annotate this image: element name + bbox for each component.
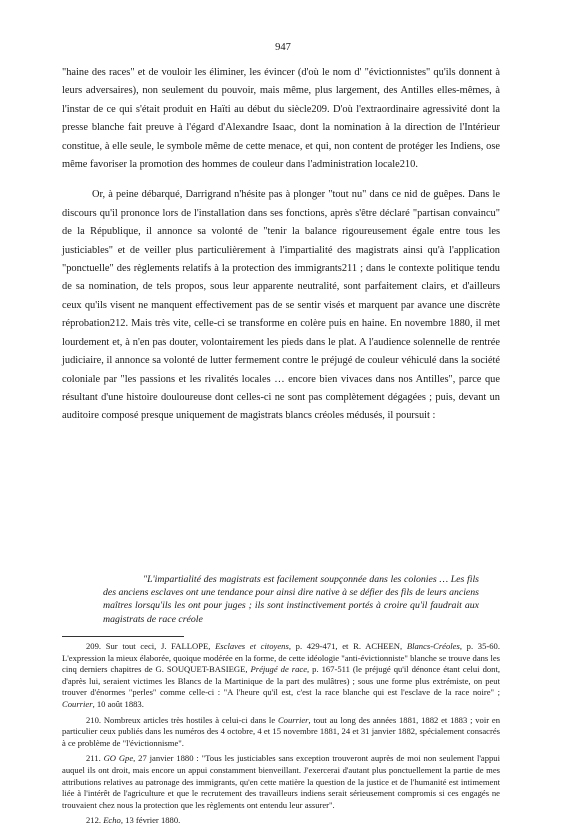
main-text (62, 64, 500, 438)
footnote-211: 211. GO Gpe, 27 janvier 1880 : "Tous les justiciables sans exception trouveront auprès de moi non seulement l'appui auquel ils ont droit, mais encore un appui constamment bienveillant. J'exercerai d'autant plus ponctuellement la partie de mes attributions relatives au patronage des immigrants, qu'en cette matière la question de la justice et de l'humanité est intimement liée à l'intérêt de l'agriculture et que le recrutement des travailleurs indiens serait sérieusement compromis si ces engagés ne trouvaient chez nous la protection que les règlements ont entendu leur assurer". (62, 753, 500, 810)
block-quote: "L'impartialité des magistrats est facilement soupçonnée dans les colonies … Les fils des anciens esclaves ont une tendance pour ainsi dire native à se défier des fils de leurs anciens maîtres lorsqu'ils les ont pour juges ; ils sont instinctivement portés à croire qu'il faudrait aux magistrats de race créole (103, 574, 479, 625)
footnotes (62, 641, 500, 831)
paragraph-2: Or, à peine débarqué, Darrigrand n'hésite pas à plonger "tout nu" dans ce nid de guêpes. Dans le discours qu'il prononce lors de l'installation dans ses fonctions, après s'être déclaré "partisan convaincu" de la République, il annonce sa volonté de "tenir la balance rigoureusement égale entre tous les justiciables" et de veiller plus particulièrement à l'impartialité des magistrats ainsi qu'à l'application "ponctuelle" des règlements relatifs à la protection des immigrants211 ; dans le contexte politique tendu de sa nomination, de tels propos, sous leur apparente neutralité, sont parfaitement clairs, et d'ailleurs ceux qu'ils visent ne manquent effectivement pas de se sentir visés et marquent par avance une discrète réprobation212. Mais très vite, celle-ci se transforme en colère puis en haine. En novembre 1880, il met lourdement et, à n'en pas douter, volontairement les pieds dans le plat. A l'audience solennelle de rentrée judiciaire, il annonce sa volonté de lutter fermement contre le préjugé de couleur véhiculé dans la société coloniale par "les passions et les rivalités locales … encore bien vivaces dans nos Antilles", parce que résultant d'une histoire douloureuse dont celles-ci ne sont pas complètement dégagées ; puis, devant un auditoire composé presque uniquement de magistrats blancs créoles médusés, il poursuit : (62, 189, 500, 422)
page-number: 947 (275, 42, 291, 53)
footnote-separator (62, 636, 184, 637)
footnote-209: 209. Sur tout ceci, J. FALLOPE, Esclaves et citoyens, p. 429-471, et R. ACHEEN, Blancs-Créoles, p. 35-60. L'expression la mieux élaborée, quoique modérée en la forme, de cette idéologie "anti-évictionniste" blanche se trouve dans les cinq derniers chapitres de G. SOUQUET-BASIEGE, Préjugé de race, p. 167-511 (le préjugé qu'il dénonce étant celui dont, d'après lui, seraient victimes les Blancs de la Martinique de la part des mulâtres) ; sous une forme plus extrémiste, on peut trouver d'énormes "perles" comme celle-ci : "A l'heure qu'il est, c'est la race blanche qui est l'esclave de la race noire" ; Courrier, 10 août 1883. (62, 641, 500, 709)
paragraph-1: "haine des races" et de vouloir les éliminer, les évincer (d'où le nom d' "évictionnistes" qu'ils donnent à leurs adversaires), non seulement du pouvoir, mais même, plus largement, des Antilles elles-mêmes, à l'instar de ce qui s'était produit en Haïti au début du siècle209. D'où l'extraordinaire agressivité dont la presse blanche fait preuve à l'égard d'Alexandre Isaac, dont la nomination à la direction de l'Intérieur constitue, à elle seule, le symbole même de cette menace, et qui, non content de protéger les Indiens, ose même favoriser la promotion des hommes de couleur dans l'administration locale210. (62, 67, 500, 171)
footnote-212: 212. Echo, 13 février 1880. (86, 815, 181, 826)
footnote-210: 210. Nombreux articles très hostiles à celui-ci dans le Courrier, tout au long des années 1881, 1882 et 1883 ; voir en particulier ceux publiés dans les numéros des 4 octobre, 4 et 15 novembre 1881, 24 et 31 janvier 1882, spécialement consacrés à ce problème de "l'évictionnisme". (62, 714, 500, 748)
